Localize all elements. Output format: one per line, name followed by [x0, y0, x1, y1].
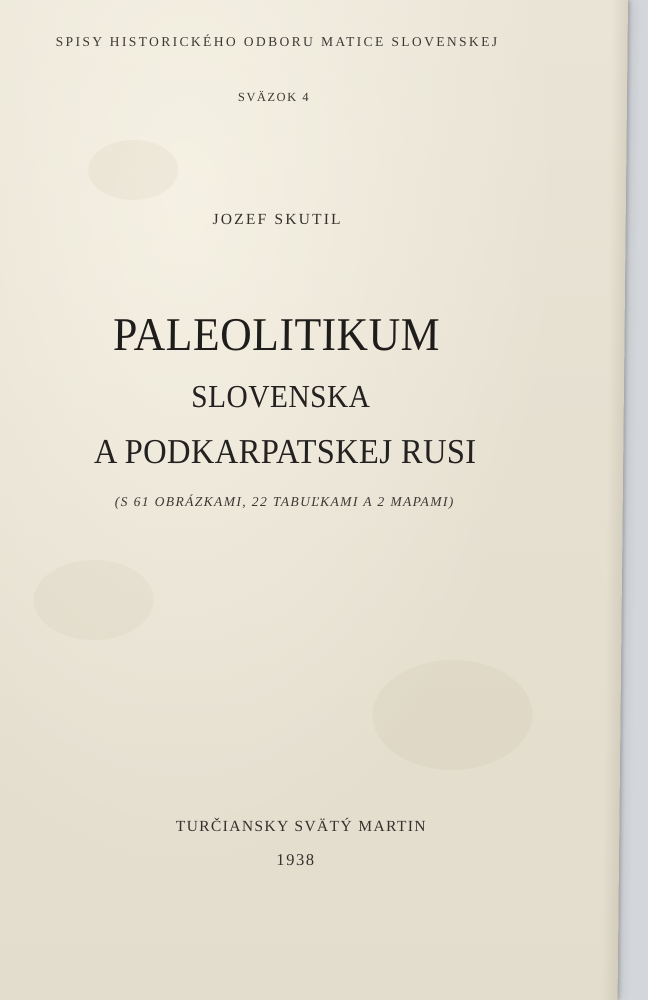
publication-year: 1938 — [276, 850, 316, 869]
paper-stain — [372, 660, 533, 770]
paper-stain — [33, 560, 154, 640]
publication-place: TURČIANSKY SVÄTÝ MARTIN — [175, 818, 428, 835]
volume-number: SVÄZOK 4 — [237, 90, 311, 104]
illustrations-note: (S 61 OBRÁZKAMI, 22 TABUĽKAMI A 2 MAPAMI) — [114, 494, 455, 509]
series-title: SPISY HISTORICKÉHO ODBORU MATICE SLOVENSKEJ — [55, 34, 500, 49]
author-name: JOZEF SKUTIL — [212, 211, 343, 228]
book-title: PALEOLITIKUM — [112, 309, 441, 361]
book-subtitle-line-2: A PODKARPATSKEJ RUSI — [93, 432, 477, 471]
paper-stain — [88, 140, 179, 200]
book-subtitle-line-1: SLOVENSKA — [191, 378, 371, 414]
